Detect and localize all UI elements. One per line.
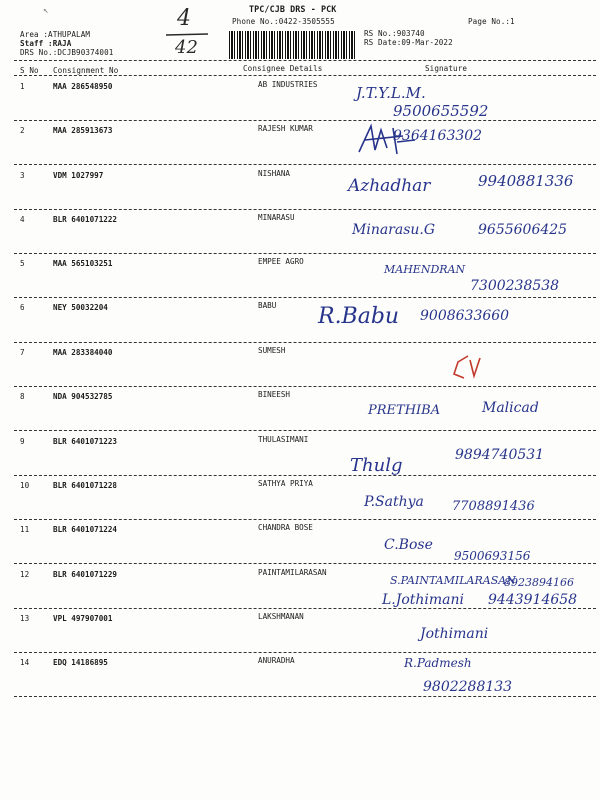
row-consignment-number: BLR 6401071224 <box>53 525 118 534</box>
row-consignment-number: BLR 6401071223 <box>53 437 118 446</box>
handwritten-phone: 7708891436 <box>452 499 535 514</box>
row-serial-number: 8 <box>20 392 25 401</box>
handwritten-name: Thulg <box>350 455 403 476</box>
row-consignee-name: CHANDRA BOSE <box>258 523 313 532</box>
row-divider <box>14 120 596 121</box>
row-consignee-name: SUMESH <box>258 346 286 355</box>
hand-note-top: 4 <box>177 6 191 31</box>
phone-number: Phone No.:0422-3505555 <box>232 17 335 26</box>
row-consignee-name: SATHYA PRIYA <box>258 479 313 488</box>
handwritten-name: R.Babu <box>318 304 400 329</box>
handwritten-phone: 8923894166 <box>504 576 574 589</box>
row-consignment-number: MAA 565103251 <box>53 259 113 268</box>
row-divider <box>14 209 596 210</box>
row-consignee-name: RAJESH KUMAR <box>258 124 313 133</box>
staff-label: Staff :RAJA <box>20 39 72 48</box>
row-consignment-number: NEY 50032204 <box>53 303 108 312</box>
row-serial-number: 5 <box>20 259 25 268</box>
document-title: TPC/CJB DRS - PCK <box>249 4 337 14</box>
corner-mark: ↖ <box>43 6 49 16</box>
rs-number: RS No.:903740 <box>364 29 425 38</box>
row-serial-number: 10 <box>20 481 30 490</box>
row-serial-number: 13 <box>20 614 30 623</box>
handwritten-phone: 9940881336 <box>478 172 574 190</box>
row-divider <box>14 430 596 431</box>
handwritten-name: P.Sathya <box>364 494 424 510</box>
col-signature: Signature <box>425 64 468 73</box>
row-divider <box>14 342 596 343</box>
row-serial-number: 7 <box>20 348 25 357</box>
signature-scribble-red <box>448 352 484 380</box>
row-divider <box>14 652 596 653</box>
row-consignment-number: NDA 904532785 <box>53 392 113 401</box>
row-divider <box>14 386 596 387</box>
handwritten-phone: 9364163302 <box>393 128 483 144</box>
area-label: Area :ATHUPALAM <box>20 30 91 39</box>
row-divider <box>14 563 596 564</box>
row-consignment-number: BLR 6401071222 <box>53 215 118 224</box>
handwritten-name: PRETHIBA <box>368 403 441 418</box>
row-serial-number: 6 <box>20 303 25 312</box>
row-divider <box>14 297 596 298</box>
handwritten-name: R.Padmesh <box>404 656 472 670</box>
header-divider-top <box>14 60 596 61</box>
handwritten-phone: 9443914658 <box>488 592 578 608</box>
handwritten-phone: Malicad <box>482 400 539 416</box>
header-divider-bottom <box>14 75 596 76</box>
row-divider <box>14 475 596 476</box>
row-consignee-name: NISHANA <box>258 169 291 178</box>
row-consignee-name: BABU <box>258 301 277 310</box>
row-consignment-number: BLR 6401071228 <box>53 481 118 490</box>
row-serial-number: 2 <box>20 126 25 135</box>
row-serial-number: 9 <box>20 437 25 446</box>
row-consignment-number: MAA 283384040 <box>53 348 113 357</box>
handwritten-name: Azhadhar <box>348 176 431 196</box>
row-consignee-name: BINEESH <box>258 390 291 399</box>
row-consignee-name: EMPEE AGRO <box>258 257 304 266</box>
handwritten-phone: 9500693156 <box>454 549 531 563</box>
row-consignment-number: MAA 285913673 <box>53 126 113 135</box>
handwritten-phone: 9008633660 <box>420 308 510 324</box>
signature-scribble <box>357 122 417 160</box>
hand-row13-extra: Jothimani <box>420 626 489 642</box>
row-divider <box>14 608 596 609</box>
row-serial-number: 12 <box>20 570 30 579</box>
handwritten-phone: 9500655592 <box>393 102 489 120</box>
row-serial-number: 4 <box>20 215 25 224</box>
row-serial-number: 14 <box>20 658 30 667</box>
handwritten-phone: 7300238538 <box>470 278 560 294</box>
handwritten-name: L.Jothimani <box>382 592 465 608</box>
row-serial-number: 1 <box>20 82 25 91</box>
row-divider <box>14 696 596 697</box>
row-serial-number: 3 <box>20 171 25 180</box>
handwritten-name: MAHENDRAN <box>384 263 466 276</box>
col-consignee: Consignee Details <box>243 64 323 73</box>
col-consignment: Consignment No <box>53 66 119 75</box>
row-consignee-name: ANURADHA <box>258 656 295 665</box>
row-serial-number: 11 <box>20 525 30 534</box>
row-consignee-name: MINARASU <box>258 213 295 222</box>
row-consignment-number: EDQ 14186895 <box>53 658 108 667</box>
handwritten-phone: 9894740531 <box>455 447 545 463</box>
row-divider <box>14 164 596 165</box>
row-consignee-name: THULASIMANI <box>258 435 309 444</box>
rs-date: RS Date:09-Mar-2022 <box>364 38 453 47</box>
handwritten-name: C.Bose <box>384 537 433 553</box>
row-consignment-number: VPL 497907001 <box>53 614 113 623</box>
row-consignment-number: BLR 6401071229 <box>53 570 118 579</box>
handwritten-name: Minarasu.G <box>352 222 436 238</box>
row-divider <box>14 253 596 254</box>
handwritten-name: J.T.Y.L.M. <box>356 84 426 102</box>
drs-number: DRS No.:DCJB90374001 <box>20 48 114 57</box>
row-consignee-name: LAKSHMANAN <box>258 612 304 621</box>
row-consignee-name: AB INDUSTRIES <box>258 80 318 89</box>
handwritten-phone: 9802288133 <box>423 679 513 695</box>
row-divider <box>14 519 596 520</box>
row-consignee-name: PAINTAMILARASAN <box>258 568 327 577</box>
barcode <box>229 31 357 59</box>
handwritten-phone: 9655606425 <box>478 222 568 238</box>
handwritten-name: S.PAINTAMILARASAN <box>390 574 516 587</box>
row-consignment-number: VDM 1027997 <box>53 171 104 180</box>
row-consignment-number: MAA 286548950 <box>53 82 113 91</box>
page-number: Page No.:1 <box>468 17 515 26</box>
hand-note-bottom: 42 <box>175 37 198 58</box>
col-sno: S No <box>20 66 39 75</box>
